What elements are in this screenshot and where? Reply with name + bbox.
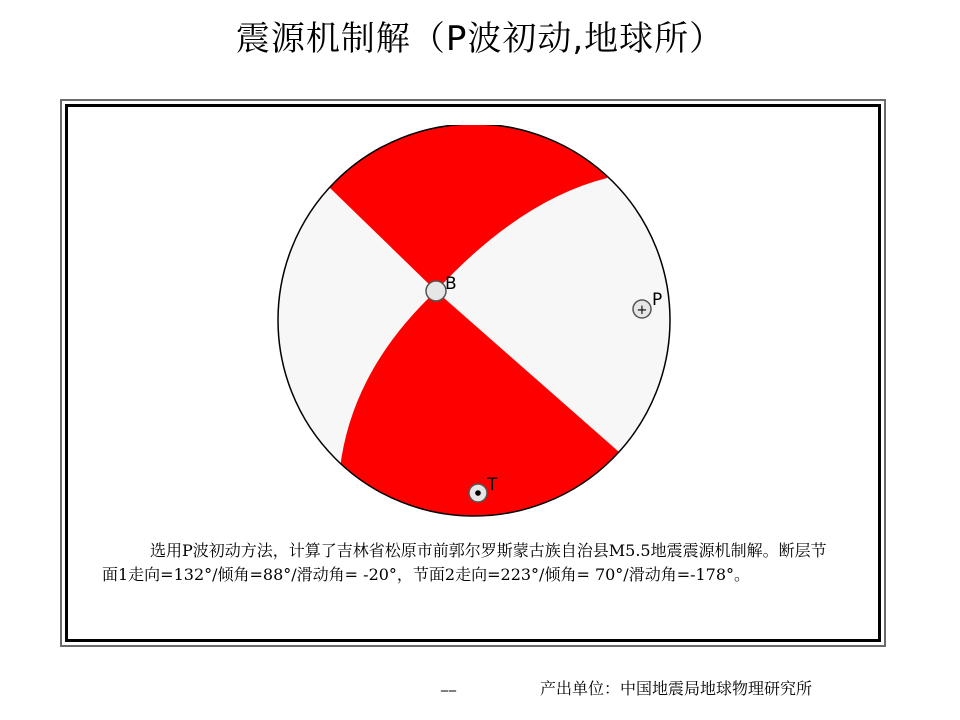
t-axis-label: T bbox=[487, 475, 498, 495]
focal-mechanism-beachball bbox=[270, 125, 680, 525]
page-title: 震源机制解（P波初动,地球所） bbox=[235, 19, 725, 59]
b-axis-label: B bbox=[445, 274, 457, 294]
dot-icon bbox=[475, 490, 481, 496]
b-axis-marker bbox=[426, 281, 446, 301]
p-axis-label: P bbox=[652, 290, 663, 310]
plus-icon: + bbox=[636, 303, 648, 318]
producer-credit: 产出单位：中国地震局地球物理研究所 bbox=[540, 679, 813, 698]
footer-dash: __ bbox=[441, 676, 457, 692]
solution-description: 选用P波初动方法，计算了吉林省松原市前郭尔罗斯蒙古族自治县M5.5地震震源机制解。断层节面1走向=132°/倾角=88°/滑动角= -20°，节面2走向=223°/倾角= 70°/滑动角=-178°。 bbox=[102, 541, 827, 584]
